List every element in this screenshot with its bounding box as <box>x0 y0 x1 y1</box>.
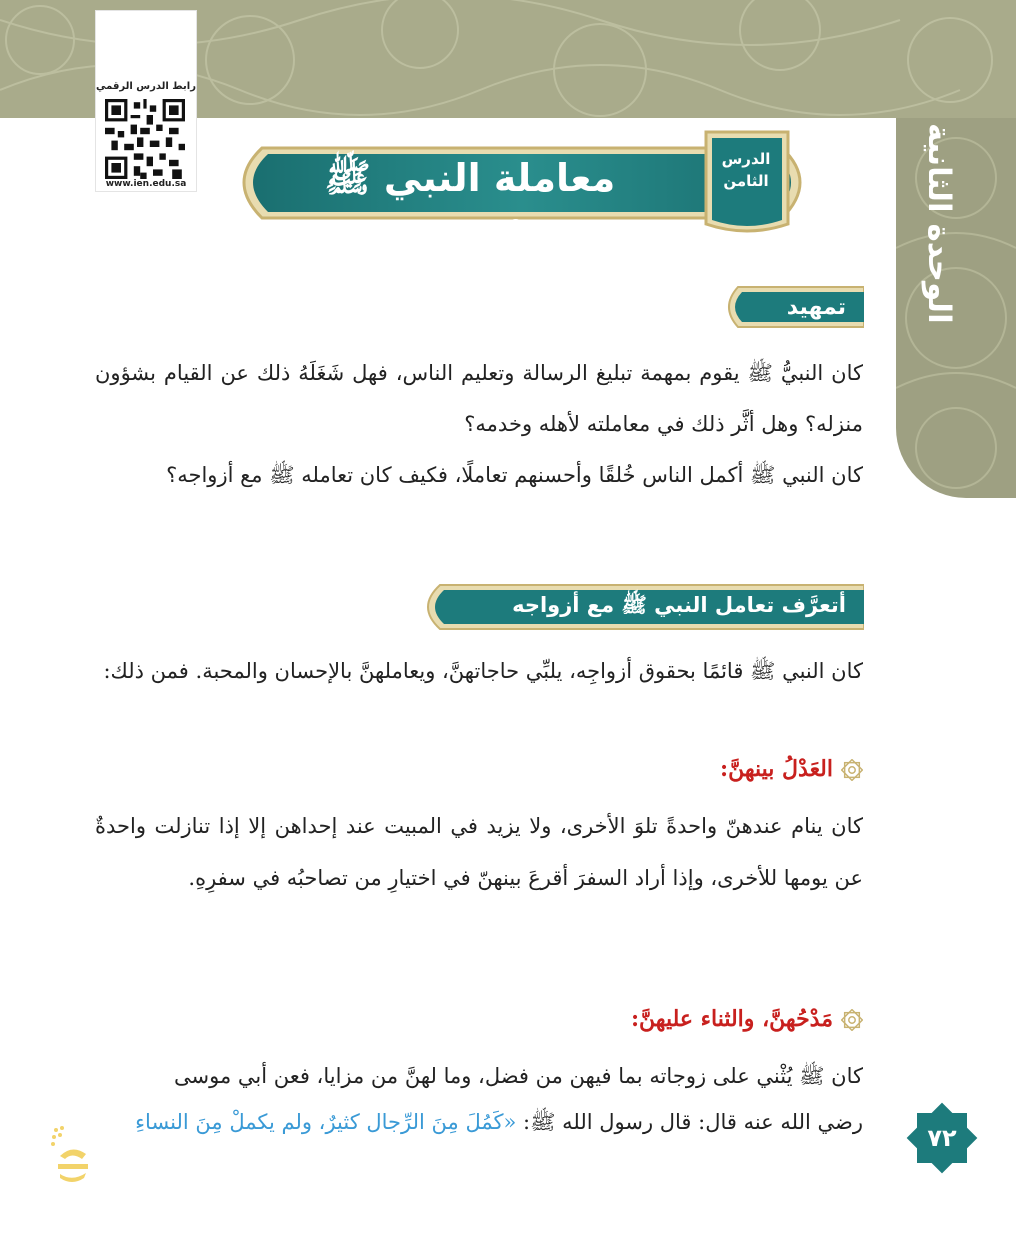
page-number: ٧٢ <box>927 1124 957 1152</box>
lesson-number-ordinal: الثامن <box>723 172 769 190</box>
intro-heading: تمهيد <box>786 294 846 320</box>
publisher-logo-icon <box>50 1126 94 1184</box>
learn-heading: أتعرَّف تعامل النبي ﷺ مع أزواجه <box>512 592 846 617</box>
qr-card[interactable] <box>95 10 197 192</box>
lesson-number-word: الدرس <box>721 150 771 168</box>
intro-heading-ribbon <box>718 284 864 330</box>
flower-bullet-icon <box>841 759 863 781</box>
hadith-quote: «كَمُلَ مِنَ الرِّجال كثيرٌ، ولم يكملْ مِنَ النساءِ <box>135 1110 517 1134</box>
unit-title: الوحدة الثانية <box>921 122 957 324</box>
justice-heading: العَدْلُ بينهنَّ: <box>719 756 833 782</box>
intro-paragraph-1: كان النبيُّ ﷺ يقوم بمهمة تبليغ الرسالة وتعليم الناس، فهل شَغَلَهُ ذلك عن القيام بشؤون منزله؟ وهل أثَّر ذلك في معاملته لأهله وخدمه؟ <box>95 361 863 436</box>
qr-label: رابط الدرس الرقمي <box>96 81 196 92</box>
praise-intro-text: رضي الله عنه قال: قال رسول الله ﷺ: <box>516 1110 863 1134</box>
praise-paragraph-2 <box>95 1100 863 1144</box>
lesson-title: معاملة النبي ﷺ لأزواجه <box>324 156 616 264</box>
praise-paragraph-1: كان ﷺ يُثْني على زوجاته بما فيهن من فضل، وما لهنَّ من مزايا، فعن أبي موسى <box>174 1064 863 1088</box>
learn-paragraph: كان النبي ﷺ قائمًا بحقوق أزواجِه، يلبِّي حاجاتهنَّ، ويعاملهنَّ بالإحسان والمحبة. فمن ذلك: <box>103 659 863 683</box>
qr-code-icon[interactable] <box>105 99 185 179</box>
lesson-number <box>706 148 786 192</box>
praise-heading-row <box>95 1002 863 1036</box>
justice-paragraph: كان ينام عندهنّ واحدةً تلوَ الأخرى، ولا يزيد في المبيت عند إحداهن إلا إذا تنازلت واحدةٌ عن يومها للأخرى، وإذا أراد السفرَ أقرعَ بينهنّ في اختيارِ من تصاحبُه في سفرِهِ. <box>95 814 863 890</box>
learn-heading-ribbon <box>414 582 864 632</box>
intro-paragraph-2: كان النبي ﷺ أكمل الناس خُلقًا وأحسنهم تعاملًا، فكيف كان تعامله ﷺ مع أزواجه؟ <box>166 463 863 487</box>
praise-heading: مَدْحُهنَّ، والثناء عليهنَّ: <box>630 1006 833 1032</box>
justice-heading-row <box>95 752 863 786</box>
flower-bullet-icon <box>841 1009 863 1031</box>
qr-url[interactable]: www.ien.edu.sa <box>105 179 187 189</box>
